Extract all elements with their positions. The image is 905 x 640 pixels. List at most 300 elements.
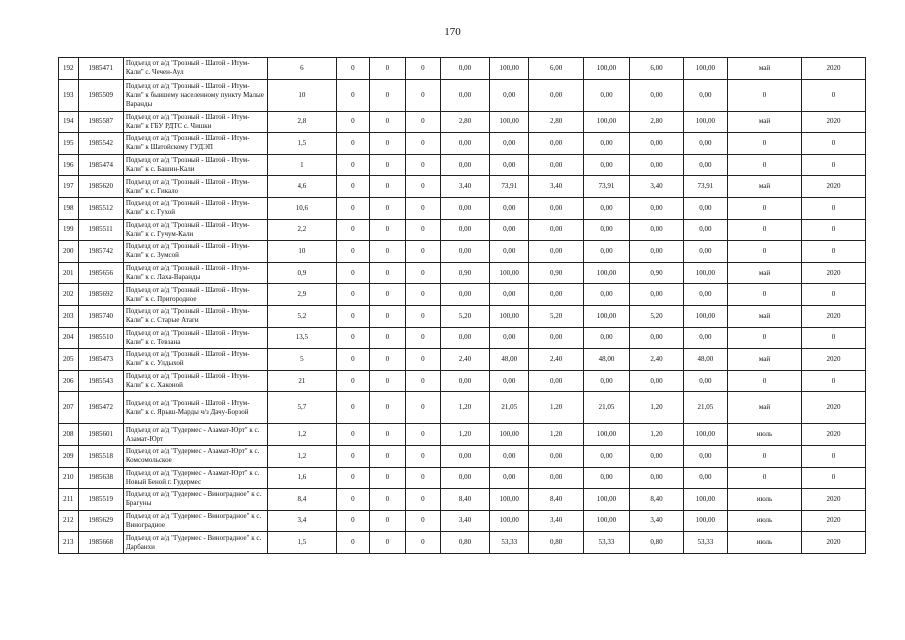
value-3-cell: 1,20 <box>630 424 684 446</box>
percent-3-cell: 100,00 <box>683 489 727 511</box>
road-code-cell: 1985472 <box>78 392 123 424</box>
road-length-cell: 0,9 <box>267 262 336 284</box>
count-1-cell: 0 <box>336 133 369 155</box>
count-2-cell: 0 <box>369 349 405 371</box>
count-1-cell: 0 <box>336 349 369 371</box>
road-length-cell: 5,7 <box>267 392 336 424</box>
table-row <box>59 133 866 155</box>
value-3-cell: 0,00 <box>630 241 684 263</box>
road-name-cell: Подъезд от а/д "Грозный - Шатой - Итум-Кали" к с. Ярыш-Марды ч/з Дачу-Борзой <box>123 392 267 424</box>
percent-1-cell: 0,00 <box>490 79 529 111</box>
count-1-cell: 0 <box>336 284 369 306</box>
value-2-cell: 2,80 <box>529 111 584 133</box>
road-code-cell: 1985474 <box>78 154 123 176</box>
road-name-cell: Подъезд от а/д "Грозный - Шатой - Итум-Кали" к с. Лаха-Варанды <box>123 262 267 284</box>
road-length-cell: 2,8 <box>267 111 336 133</box>
road-code-cell: 1985509 <box>78 79 123 111</box>
value-1-cell: 0,00 <box>440 467 489 489</box>
row-number-cell: 200 <box>59 241 79 263</box>
value-1-cell: 0,00 <box>440 79 489 111</box>
table-row <box>59 111 866 133</box>
table-row <box>59 532 866 554</box>
percent-2-cell: 100,00 <box>583 58 629 80</box>
value-3-cell: 0,00 <box>630 197 684 219</box>
value-3-cell: 0,80 <box>630 532 684 554</box>
month-cell: май <box>727 176 801 198</box>
page-number: 170 <box>444 26 461 38</box>
year-cell: 0 <box>802 79 866 111</box>
percent-3-cell: 0,00 <box>683 241 727 263</box>
road-length-cell: 3,4 <box>267 510 336 532</box>
road-length-cell: 10,6 <box>267 197 336 219</box>
row-number-cell: 211 <box>59 489 79 511</box>
count-1-cell: 0 <box>336 489 369 511</box>
row-number-cell: 205 <box>59 349 79 371</box>
year-cell: 2020 <box>802 532 866 554</box>
month-cell: май <box>727 262 801 284</box>
percent-3-cell: 0,00 <box>683 197 727 219</box>
row-number-cell: 196 <box>59 154 79 176</box>
road-length-cell: 10 <box>267 79 336 111</box>
road-code-cell: 1985638 <box>78 467 123 489</box>
count-1-cell: 0 <box>336 305 369 327</box>
road-code-cell: 1985620 <box>78 176 123 198</box>
road-length-cell: 13,5 <box>267 327 336 349</box>
year-cell: 2020 <box>802 176 866 198</box>
count-2-cell: 0 <box>369 58 405 80</box>
row-number-cell: 213 <box>59 532 79 554</box>
road-length-cell: 2,2 <box>267 219 336 241</box>
year-cell: 0 <box>802 133 866 155</box>
road-name-cell: Подъезд от а/д "Грозный - Шатой - Итум-Кали" к Шатойскому ГУДЭП <box>123 133 267 155</box>
month-cell: июль <box>727 424 801 446</box>
road-code-cell: 1985656 <box>78 262 123 284</box>
row-number-cell: 203 <box>59 305 79 327</box>
year-cell: 2020 <box>802 349 866 371</box>
count-2-cell: 0 <box>369 219 405 241</box>
table-row <box>59 510 866 532</box>
year-cell: 0 <box>802 197 866 219</box>
count-3-cell: 0 <box>405 219 440 241</box>
percent-2-cell: 100,00 <box>583 262 629 284</box>
count-1-cell: 0 <box>336 510 369 532</box>
table-row <box>59 467 866 489</box>
percent-3-cell: 100,00 <box>683 424 727 446</box>
value-3-cell: 0,00 <box>630 154 684 176</box>
value-2-cell: 1,20 <box>529 392 584 424</box>
percent-3-cell: 100,00 <box>683 510 727 532</box>
count-2-cell: 0 <box>369 111 405 133</box>
value-1-cell: 3,40 <box>440 176 489 198</box>
road-code-cell: 1985542 <box>78 133 123 155</box>
road-length-cell: 1,5 <box>267 532 336 554</box>
table-row <box>59 197 866 219</box>
percent-3-cell: 100,00 <box>683 262 727 284</box>
count-3-cell: 0 <box>405 133 440 155</box>
count-1-cell: 0 <box>336 176 369 198</box>
percent-2-cell: 0,00 <box>583 154 629 176</box>
count-3-cell: 0 <box>405 262 440 284</box>
percent-2-cell: 0,00 <box>583 467 629 489</box>
count-2-cell: 0 <box>369 392 405 424</box>
road-code-cell: 1985471 <box>78 58 123 80</box>
table-row <box>59 445 866 467</box>
table-row <box>59 370 866 392</box>
year-cell: 2020 <box>802 424 866 446</box>
value-2-cell: 0,00 <box>529 79 584 111</box>
row-number-cell: 197 <box>59 176 79 198</box>
road-table <box>58 57 866 554</box>
year-cell: 2020 <box>802 305 866 327</box>
percent-3-cell: 48,00 <box>683 349 727 371</box>
year-cell: 0 <box>802 445 866 467</box>
table-row <box>59 305 866 327</box>
value-1-cell: 0,00 <box>440 284 489 306</box>
month-cell: 0 <box>727 241 801 263</box>
row-number-cell: 201 <box>59 262 79 284</box>
percent-2-cell: 21,05 <box>583 392 629 424</box>
table-row <box>59 392 866 424</box>
count-1-cell: 0 <box>336 111 369 133</box>
count-2-cell: 0 <box>369 176 405 198</box>
road-code-cell: 1985692 <box>78 284 123 306</box>
count-3-cell: 0 <box>405 176 440 198</box>
value-1-cell: 0,00 <box>440 327 489 349</box>
value-2-cell: 0,00 <box>529 370 584 392</box>
count-1-cell: 0 <box>336 79 369 111</box>
percent-3-cell: 0,00 <box>683 79 727 111</box>
count-3-cell: 0 <box>405 327 440 349</box>
count-2-cell: 0 <box>369 305 405 327</box>
table-row <box>59 284 866 306</box>
percent-1-cell: 100,00 <box>490 489 529 511</box>
percent-1-cell: 0,00 <box>490 241 529 263</box>
percent-3-cell: 0,00 <box>683 445 727 467</box>
table-row <box>59 424 866 446</box>
value-3-cell: 0,00 <box>630 445 684 467</box>
count-2-cell: 0 <box>369 424 405 446</box>
count-1-cell: 0 <box>336 219 369 241</box>
year-cell: 2020 <box>802 58 866 80</box>
road-length-cell: 1,5 <box>267 133 336 155</box>
road-name-cell: Подъезд от а/д "Грозный - Шатой - Итум-Кали" с. Чечен-Аул <box>123 58 267 80</box>
row-number-cell: 202 <box>59 284 79 306</box>
value-1-cell: 0,00 <box>440 445 489 467</box>
road-code-cell: 1985587 <box>78 111 123 133</box>
road-name-cell: Подъезд от а/д "Гудермес - Виноградное" к с. Виноградное <box>123 510 267 532</box>
percent-2-cell: 0,00 <box>583 133 629 155</box>
value-1-cell: 2,40 <box>440 349 489 371</box>
percent-3-cell: 21,05 <box>683 392 727 424</box>
year-cell: 0 <box>802 284 866 306</box>
count-2-cell: 0 <box>369 197 405 219</box>
year-cell: 0 <box>802 327 866 349</box>
road-name-cell: Подъезд от а/д "Гудермес - Азамат-Юрт" к с. Новый Беной г. Гудермес <box>123 467 267 489</box>
road-name-cell: Подъезд от а/д "Грозный - Шатой - Итум-Кали" к с. Тевзана <box>123 327 267 349</box>
count-3-cell: 0 <box>405 154 440 176</box>
road-length-cell: 5,2 <box>267 305 336 327</box>
percent-2-cell: 0,00 <box>583 219 629 241</box>
road-name-cell: Подъезд от а/д "Гудермес - Виноградное" к с. Дарбанхи <box>123 532 267 554</box>
value-2-cell: 8,40 <box>529 489 584 511</box>
year-cell: 2020 <box>802 510 866 532</box>
road-name-cell: Подъезд от а/д "Грозный - Шатой - Итум-Кали" к с. Хаконой <box>123 370 267 392</box>
value-1-cell: 0,90 <box>440 262 489 284</box>
row-number-cell: 209 <box>59 445 79 467</box>
percent-3-cell: 0,00 <box>683 154 727 176</box>
count-3-cell: 0 <box>405 349 440 371</box>
road-code-cell: 1985629 <box>78 510 123 532</box>
row-number-cell: 195 <box>59 133 79 155</box>
road-code-cell: 1985511 <box>78 219 123 241</box>
row-number-cell: 210 <box>59 467 79 489</box>
percent-3-cell: 73,91 <box>683 176 727 198</box>
percent-1-cell: 100,00 <box>490 510 529 532</box>
percent-1-cell: 100,00 <box>490 305 529 327</box>
value-2-cell: 0,00 <box>529 219 584 241</box>
table-row <box>59 79 866 111</box>
road-code-cell: 1985519 <box>78 489 123 511</box>
month-cell: 0 <box>727 445 801 467</box>
table-row <box>59 241 866 263</box>
percent-1-cell: 0,00 <box>490 284 529 306</box>
value-2-cell: 0,00 <box>529 241 584 263</box>
percent-1-cell: 73,91 <box>490 176 529 198</box>
count-1-cell: 0 <box>336 262 369 284</box>
road-code-cell: 1985742 <box>78 241 123 263</box>
percent-2-cell: 73,91 <box>583 176 629 198</box>
row-number-cell: 212 <box>59 510 79 532</box>
row-number-cell: 208 <box>59 424 79 446</box>
road-name-cell: Подъезд от а/д "Гудермес - Азамат-Юрт" к с. Комсомольское <box>123 445 267 467</box>
count-2-cell: 0 <box>369 284 405 306</box>
table-row <box>59 176 866 198</box>
percent-1-cell: 0,00 <box>490 370 529 392</box>
count-1-cell: 0 <box>336 424 369 446</box>
row-number-cell: 204 <box>59 327 79 349</box>
count-3-cell: 0 <box>405 489 440 511</box>
percent-2-cell: 0,00 <box>583 241 629 263</box>
value-2-cell: 0,00 <box>529 133 584 155</box>
value-3-cell: 0,00 <box>630 370 684 392</box>
month-cell: 0 <box>727 219 801 241</box>
year-cell: 2020 <box>802 111 866 133</box>
count-3-cell: 0 <box>405 467 440 489</box>
percent-2-cell: 0,00 <box>583 79 629 111</box>
value-2-cell: 3,40 <box>529 510 584 532</box>
value-1-cell: 8,40 <box>440 489 489 511</box>
road-name-cell: Подъезд от а/д "Грозный - Шатой - Итум-Кали" к с. Башин-Кали <box>123 154 267 176</box>
month-cell: 0 <box>727 370 801 392</box>
month-cell: июль <box>727 510 801 532</box>
count-1-cell: 0 <box>336 392 369 424</box>
table-row <box>59 327 866 349</box>
percent-2-cell: 0,00 <box>583 327 629 349</box>
percent-2-cell: 100,00 <box>583 424 629 446</box>
count-1-cell: 0 <box>336 197 369 219</box>
table-row <box>59 349 866 371</box>
road-name-cell: Подъезд от а/д "Гудермес - Виноградное" к с. Брагуны <box>123 489 267 511</box>
value-2-cell: 0,00 <box>529 284 584 306</box>
percent-3-cell: 0,00 <box>683 327 727 349</box>
year-cell: 2020 <box>802 262 866 284</box>
value-1-cell: 1,20 <box>440 424 489 446</box>
count-3-cell: 0 <box>405 58 440 80</box>
month-cell: 0 <box>727 327 801 349</box>
road-code-cell: 1985510 <box>78 327 123 349</box>
road-name-cell: Подъезд от а/д "Грозный - Шатой - Итум-Кали" к с. Пригородное <box>123 284 267 306</box>
value-1-cell: 0,00 <box>440 197 489 219</box>
count-1-cell: 0 <box>336 532 369 554</box>
percent-2-cell: 100,00 <box>583 489 629 511</box>
month-cell: 0 <box>727 154 801 176</box>
value-1-cell: 0,00 <box>440 241 489 263</box>
value-1-cell: 5,20 <box>440 305 489 327</box>
count-3-cell: 0 <box>405 370 440 392</box>
year-cell: 2020 <box>802 392 866 424</box>
percent-1-cell: 0,00 <box>490 133 529 155</box>
road-name-cell: Подъезд от а/д "Грозный - Шатой - Итум-Кали" к с. Зумсой <box>123 241 267 263</box>
percent-2-cell: 100,00 <box>583 305 629 327</box>
percent-2-cell: 53,33 <box>583 532 629 554</box>
percent-1-cell: 100,00 <box>490 424 529 446</box>
count-2-cell: 0 <box>369 154 405 176</box>
value-3-cell: 6,00 <box>630 58 684 80</box>
percent-1-cell: 21,05 <box>490 392 529 424</box>
percent-3-cell: 100,00 <box>683 305 727 327</box>
percent-2-cell: 0,00 <box>583 197 629 219</box>
road-length-cell: 8,4 <box>267 489 336 511</box>
year-cell: 0 <box>802 219 866 241</box>
value-2-cell: 0,00 <box>529 445 584 467</box>
month-cell: май <box>727 392 801 424</box>
road-name-cell: Подъезд от а/д "Грозный - Шатой - Итум-Кали" к с. Гучум-Кали <box>123 219 267 241</box>
percent-1-cell: 0,00 <box>490 327 529 349</box>
percent-1-cell: 100,00 <box>490 262 529 284</box>
value-2-cell: 0,80 <box>529 532 584 554</box>
value-3-cell: 0,00 <box>630 327 684 349</box>
road-name-cell: Подъезд от а/д "Грозный - Шатой - Итум-Кали" к с. Улдыхой <box>123 349 267 371</box>
value-3-cell: 0,00 <box>630 284 684 306</box>
count-1-cell: 0 <box>336 467 369 489</box>
row-number-cell: 194 <box>59 111 79 133</box>
value-2-cell: 1,20 <box>529 424 584 446</box>
count-1-cell: 0 <box>336 154 369 176</box>
count-1-cell: 0 <box>336 327 369 349</box>
count-3-cell: 0 <box>405 392 440 424</box>
count-2-cell: 0 <box>369 133 405 155</box>
value-3-cell: 0,00 <box>630 133 684 155</box>
percent-1-cell: 0,00 <box>490 197 529 219</box>
percent-2-cell: 0,00 <box>583 445 629 467</box>
road-length-cell: 4,6 <box>267 176 336 198</box>
table-row <box>59 262 866 284</box>
month-cell: май <box>727 111 801 133</box>
count-2-cell: 0 <box>369 489 405 511</box>
count-2-cell: 0 <box>369 262 405 284</box>
count-3-cell: 0 <box>405 111 440 133</box>
value-2-cell: 0,00 <box>529 327 584 349</box>
count-3-cell: 0 <box>405 79 440 111</box>
percent-1-cell: 53,33 <box>490 532 529 554</box>
percent-2-cell: 100,00 <box>583 111 629 133</box>
count-2-cell: 0 <box>369 510 405 532</box>
year-cell: 2020 <box>802 489 866 511</box>
table-row <box>59 58 866 80</box>
value-1-cell: 0,00 <box>440 58 489 80</box>
value-2-cell: 2,40 <box>529 349 584 371</box>
table-row <box>59 219 866 241</box>
percent-3-cell: 0,00 <box>683 133 727 155</box>
road-name-cell: Подъезд от а/д "Грозный - Шатой - Итум-Кали" к с. Гухой <box>123 197 267 219</box>
value-3-cell: 0,00 <box>630 79 684 111</box>
percent-2-cell: 0,00 <box>583 284 629 306</box>
count-3-cell: 0 <box>405 241 440 263</box>
road-name-cell: Подъезд от а/д "Грозный - Шатой - Итум-Кали" к бывшему населенному пункту Малые Варанды <box>123 79 267 111</box>
row-number-cell: 199 <box>59 219 79 241</box>
month-cell: май <box>727 58 801 80</box>
value-1-cell: 0,00 <box>440 133 489 155</box>
value-1-cell: 0,00 <box>440 219 489 241</box>
value-1-cell: 3,40 <box>440 510 489 532</box>
count-3-cell: 0 <box>405 197 440 219</box>
value-3-cell: 8,40 <box>630 489 684 511</box>
value-3-cell: 3,40 <box>630 176 684 198</box>
percent-3-cell: 53,33 <box>683 532 727 554</box>
month-cell: июль <box>727 532 801 554</box>
value-3-cell: 3,40 <box>630 510 684 532</box>
table-row <box>59 154 866 176</box>
road-name-cell: Подъезд от а/д "Грозный - Шатой - Итум-Кали" к с. Старые Атаги <box>123 305 267 327</box>
count-1-cell: 0 <box>336 58 369 80</box>
count-3-cell: 0 <box>405 445 440 467</box>
value-1-cell: 2,80 <box>440 111 489 133</box>
percent-1-cell: 48,00 <box>490 349 529 371</box>
row-number-cell: 198 <box>59 197 79 219</box>
count-2-cell: 0 <box>369 532 405 554</box>
value-1-cell: 0,00 <box>440 154 489 176</box>
count-2-cell: 0 <box>369 467 405 489</box>
road-code-cell: 1985668 <box>78 532 123 554</box>
value-3-cell: 2,40 <box>630 349 684 371</box>
count-2-cell: 0 <box>369 445 405 467</box>
road-name-cell: Подъезд от а/д "Грозный - Шатой - Итум-Кали" к с. Гикало <box>123 176 267 198</box>
count-1-cell: 0 <box>336 370 369 392</box>
road-code-cell: 1985473 <box>78 349 123 371</box>
month-cell: май <box>727 349 801 371</box>
percent-1-cell: 0,00 <box>490 219 529 241</box>
year-cell: 0 <box>802 467 866 489</box>
road-code-cell: 1985512 <box>78 197 123 219</box>
value-2-cell: 0,90 <box>529 262 584 284</box>
road-length-cell: 1,2 <box>267 445 336 467</box>
count-3-cell: 0 <box>405 424 440 446</box>
year-cell: 0 <box>802 241 866 263</box>
percent-2-cell: 0,00 <box>583 370 629 392</box>
value-2-cell: 3,40 <box>529 176 584 198</box>
road-code-cell: 1985601 <box>78 424 123 446</box>
percent-1-cell: 100,00 <box>490 111 529 133</box>
row-number-cell: 192 <box>59 58 79 80</box>
road-length-cell: 21 <box>267 370 336 392</box>
month-cell: 0 <box>727 133 801 155</box>
road-code-cell: 1985518 <box>78 445 123 467</box>
count-3-cell: 0 <box>405 305 440 327</box>
table-row <box>59 489 866 511</box>
road-length-cell: 1,6 <box>267 467 336 489</box>
month-cell: 0 <box>727 467 801 489</box>
value-3-cell: 2,80 <box>630 111 684 133</box>
